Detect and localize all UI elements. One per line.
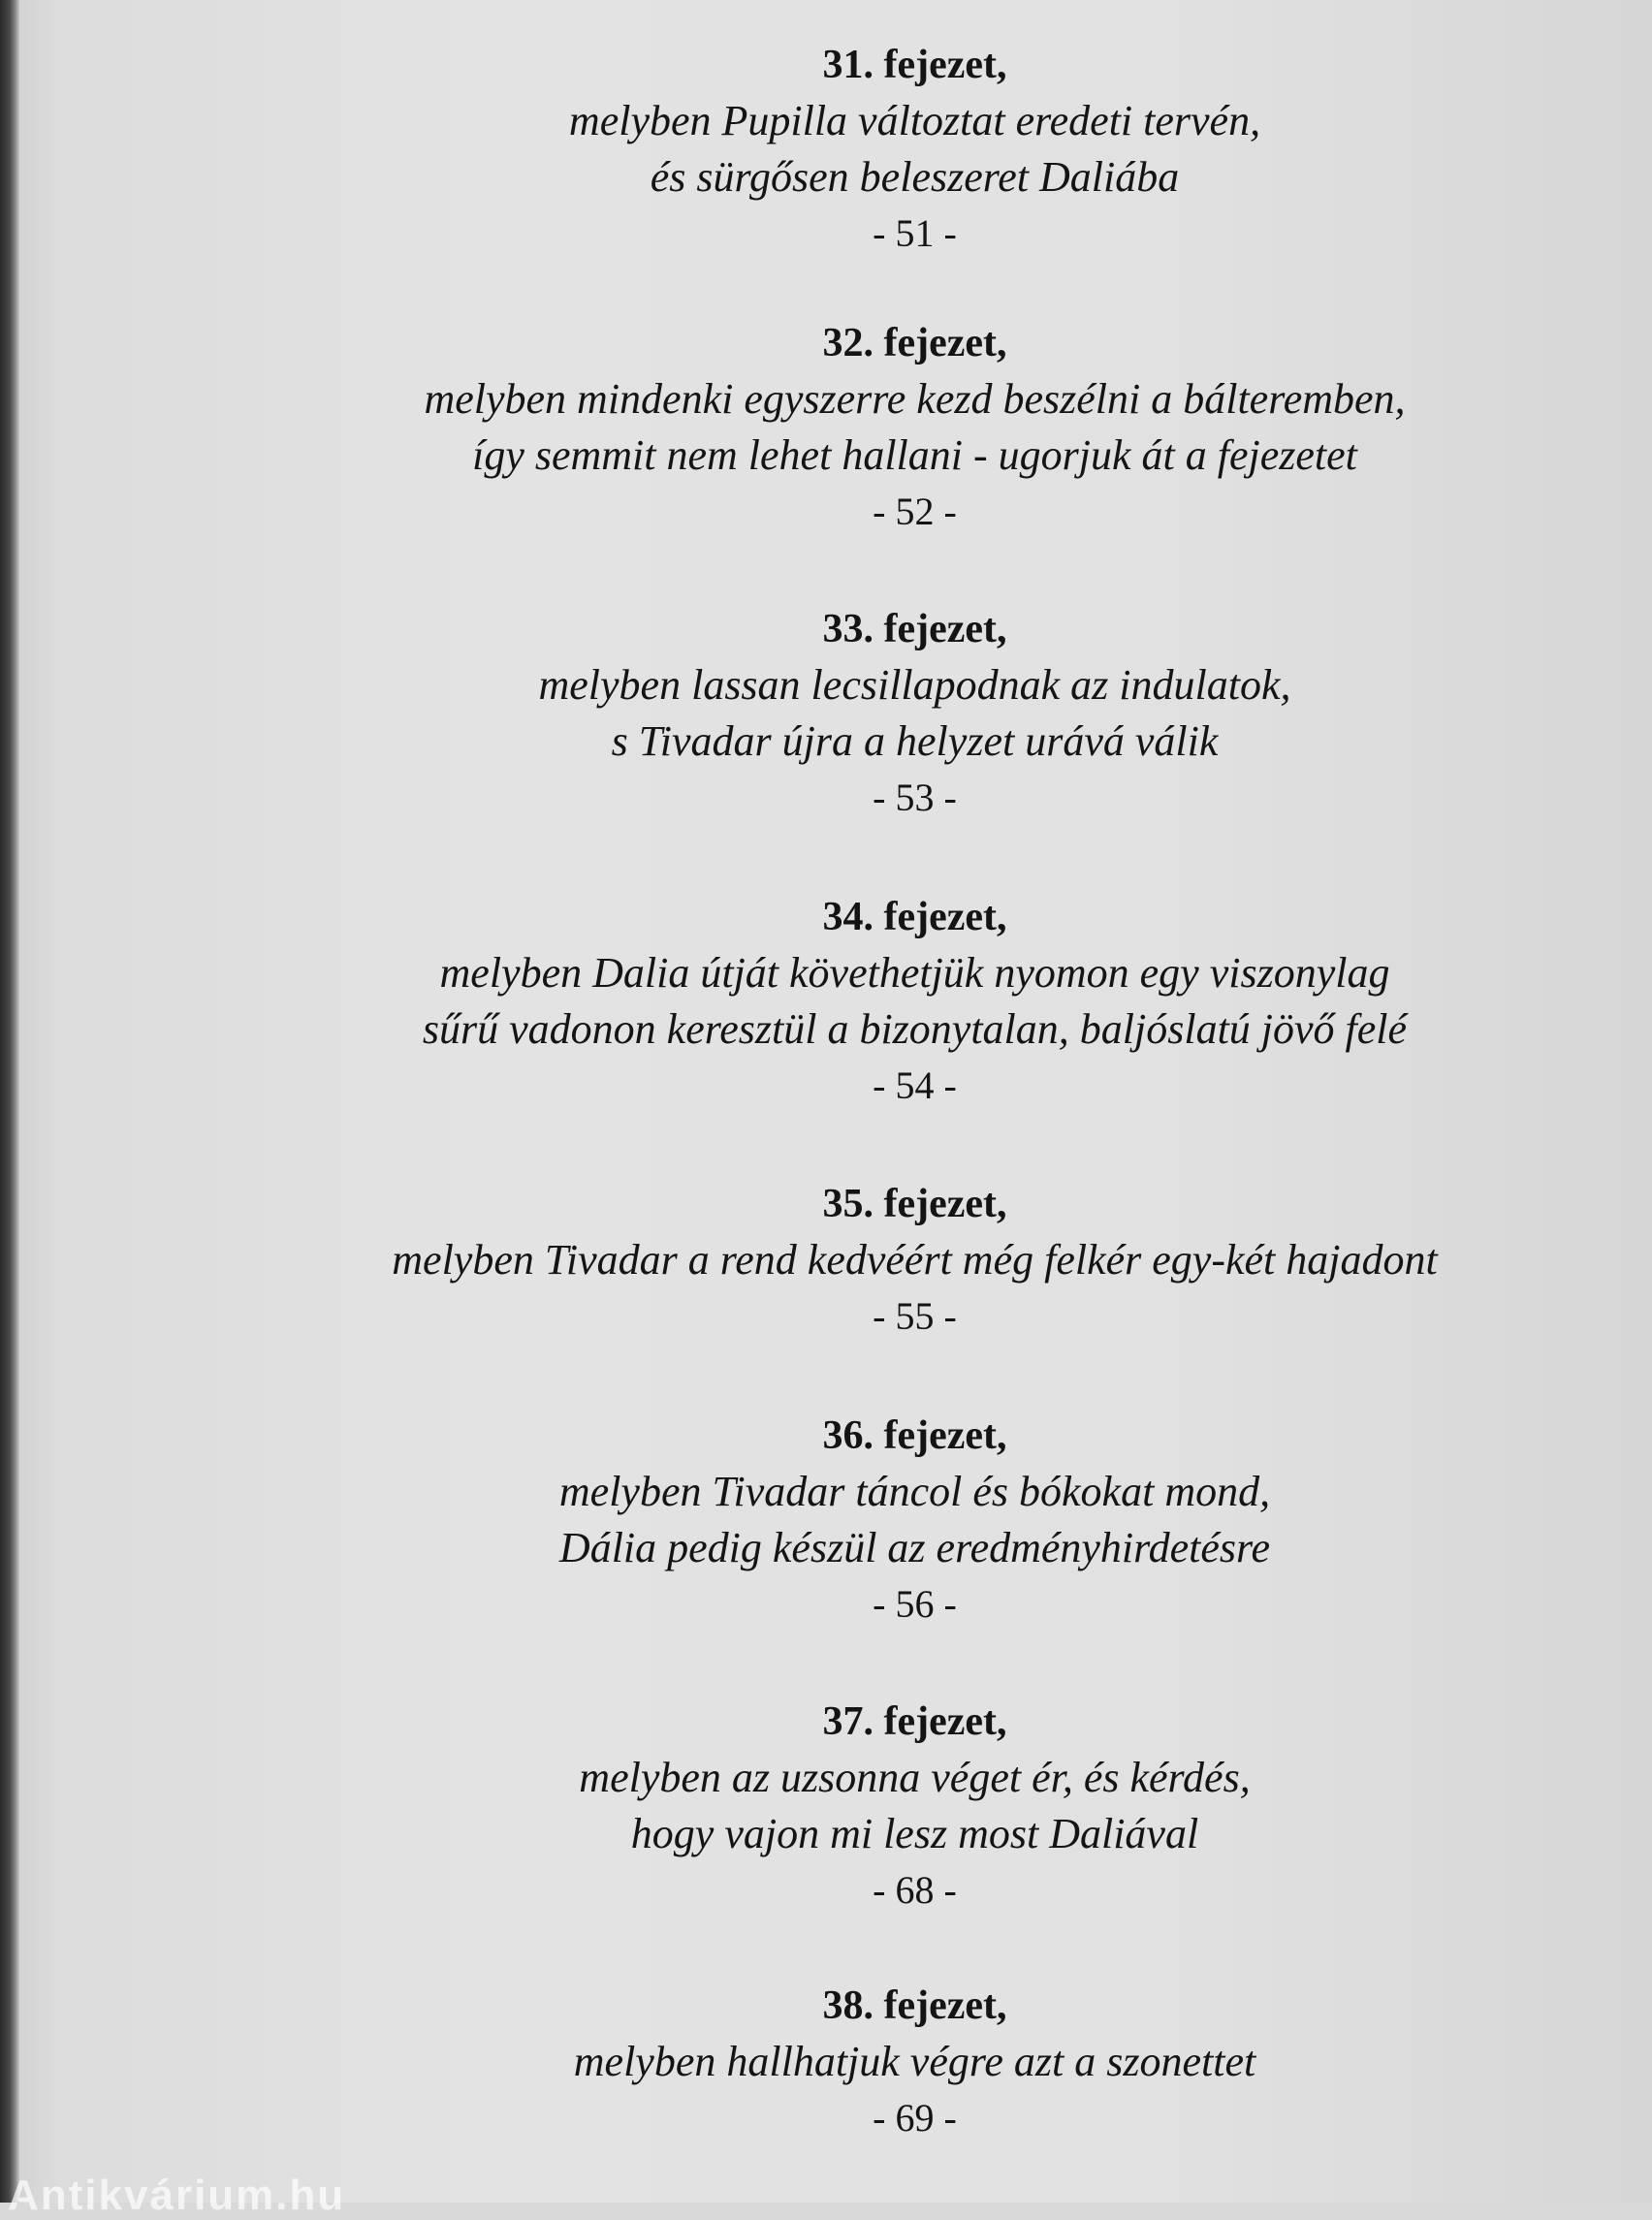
page-left-edge [0, 0, 19, 2203]
chapter-description-line: hogy vajon mi lesz most Daliával [630, 1810, 1199, 1857]
chapter-title: 35. fejezet, [822, 1182, 1007, 1226]
chapter-32-entry [320, 315, 1509, 540]
chapter-page-number: - 56 - [873, 1582, 957, 1626]
chapter-page-number: - 51 - [873, 211, 957, 255]
chapter-description-line: s Tivadar újra a helyzet urává válik [611, 717, 1219, 765]
chapter-35-entry [320, 1176, 1509, 1345]
chapter-38-entry [320, 1978, 1509, 2146]
chapter-description-line: melyben Dalia útját követhetjük nyomon egy viszonylag [439, 949, 1390, 997]
chapter-title: 33. fejezet, [822, 607, 1007, 651]
chapter-title: 34. fejezet, [822, 895, 1007, 939]
chapter-page-number: - 54 - [873, 1063, 957, 1107]
chapter-description-line: melyben Tivadar táncol és bókokat mond, [558, 1468, 1271, 1515]
chapter-page-number: - 52 - [873, 490, 957, 533]
chapter-description-line: melyben hallhatjuk végre azt a szonettet [573, 2038, 1256, 2085]
chapter-34-entry [320, 889, 1509, 1114]
chapter-33-entry [320, 601, 1509, 826]
chapter-page-number: - 68 - [873, 1868, 957, 1912]
chapter-page-number: - 69 - [873, 2096, 957, 2140]
chapter-description-line: melyben az uzsonna véget ér, és kérdés, [579, 1754, 1251, 1801]
chapter-description-line: melyben Tivadar a rend kedvéért még felkér egy-két hajadont [392, 1236, 1438, 1284]
chapter-page-number: - 55 - [873, 1294, 957, 1338]
chapter-description-line: melyben mindenki egyszerre kezd beszélni a bálteremben, [424, 375, 1406, 423]
chapter-description-line: és sürgősen beleszeret Daliába [650, 153, 1180, 201]
chapter-title: 32. fejezet, [822, 321, 1007, 365]
chapter-title: 38. fejezet, [822, 1983, 1007, 2028]
chapter-31-entry [320, 37, 1509, 262]
watermark-text: Antikvárium.hu [8, 2172, 346, 2219]
chapter-description-line: így semmit nem lehet hallani - ugorjuk át a fejezetet [472, 431, 1357, 479]
chapter-page-number: - 53 - [873, 776, 957, 819]
chapter-title: 36. fejezet, [822, 1413, 1007, 1458]
chapter-37-entry [320, 1694, 1509, 1919]
chapter-description-line: Dália pedig készül az eredményhirdetésre [558, 1524, 1271, 1571]
chapter-description-line: sűrű vadonon keresztül a bizonytalan, baljóslatú jövő felé [422, 1005, 1408, 1053]
chapter-title: 31. fejezet, [822, 43, 1007, 87]
chapter-description-line: melyben Pupilla változtat eredeti tervén, [568, 97, 1261, 144]
chapter-36-entry [320, 1408, 1509, 1633]
chapter-title: 37. fejezet, [822, 1699, 1007, 1744]
chapter-description-line: melyben lassan lecsillapodnak az indulatok, [538, 661, 1291, 709]
